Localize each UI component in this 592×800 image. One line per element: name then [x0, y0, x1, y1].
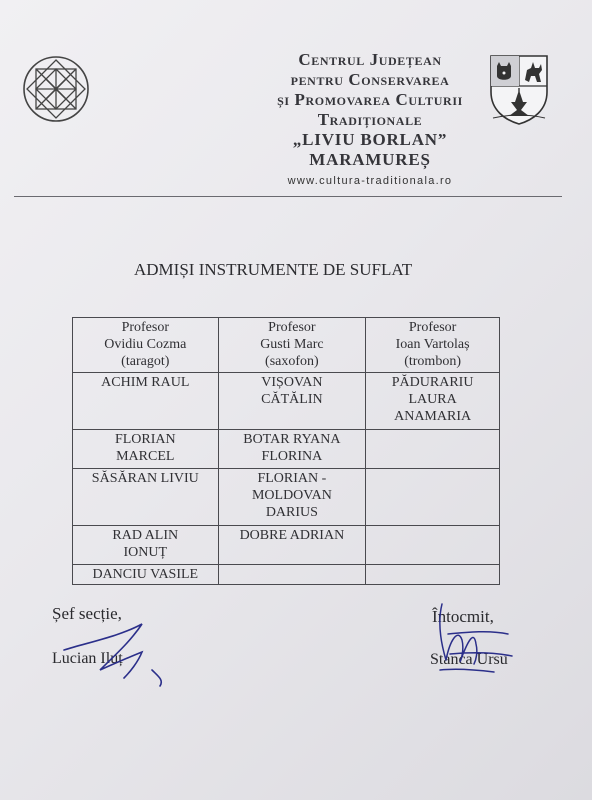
header-divider [14, 196, 562, 197]
student-cell: ACHIM RAUL [73, 373, 219, 430]
teacher-header [73, 318, 219, 373]
student-cell: FLORIAN MARCEL [73, 430, 219, 469]
institution-line: „LIVIU BORLAN” [292, 130, 448, 149]
institution-line: MARAMUREȘ [309, 150, 431, 169]
header-instrument: (saxofon) [265, 354, 319, 369]
header-teacher-name: Ioan Vartolaș [395, 337, 470, 352]
student-cell [218, 565, 366, 585]
prepared-by-label: Întocmit, [432, 607, 494, 626]
institution-name [240, 50, 500, 170]
student-cell: FLORIAN - MOLDOVAN DARIUS [218, 469, 366, 526]
table-row [73, 526, 500, 565]
header-role: Profesor [408, 320, 457, 335]
header-instrument: (trombon) [404, 354, 461, 369]
admitted-students-table [72, 317, 500, 585]
student-cell: PĂDURARIU LAURA ANAMARIA [366, 373, 500, 430]
section-head-name: Lucian Iluț [52, 650, 123, 667]
table-row [73, 469, 500, 526]
maramures-coat-of-arms-icon [487, 52, 551, 126]
student-cell: BOTAR RYANA FLORINA [218, 430, 366, 469]
institution-line: și Promovarea Culturii [277, 90, 463, 109]
teacher-header [366, 318, 500, 373]
header-role: Profesor [121, 320, 169, 335]
document-title: ADMIȘI INSTRUMENTE DE SUFLAT [134, 260, 413, 279]
table-row [73, 565, 500, 585]
table-header-row [73, 318, 500, 373]
header-teacher-name: Gusti Marc [260, 337, 324, 352]
student-cell: DOBRE ADRIAN [218, 526, 366, 565]
handwritten-signature-right [428, 600, 518, 680]
institution-line: Tradiționale [317, 110, 423, 129]
institution-line: pentru Conservarea [290, 70, 450, 89]
student-cell [366, 526, 500, 565]
website-url: www.cultura-traditionala.ro [287, 175, 453, 187]
table-row [73, 373, 500, 430]
header-role: Profesor [268, 320, 316, 335]
handwritten-signature-left [60, 622, 180, 692]
student-cell: VIȘOVAN CĂTĂLIN [218, 373, 366, 430]
table-row [73, 430, 500, 469]
ethno-star-lattice-icon [22, 55, 90, 123]
header-instrument: (taragot) [121, 354, 170, 369]
student-cell [366, 565, 500, 585]
section-head-label: Șef secție, [52, 604, 122, 623]
institution-line: Centrul Județean [298, 50, 442, 69]
student-cell [366, 469, 500, 526]
student-cell: SĂSĂRAN LIVIU [73, 469, 219, 526]
student-cell: RAD ALIN IONUȚ [73, 526, 219, 565]
student-cell [366, 430, 500, 469]
teacher-header [218, 318, 366, 373]
student-cell: DANCIU VASILE [73, 565, 219, 585]
header-teacher-name: Ovidiu Cozma [104, 337, 187, 352]
prepared-by-name: Stanca Ursu [430, 651, 508, 668]
